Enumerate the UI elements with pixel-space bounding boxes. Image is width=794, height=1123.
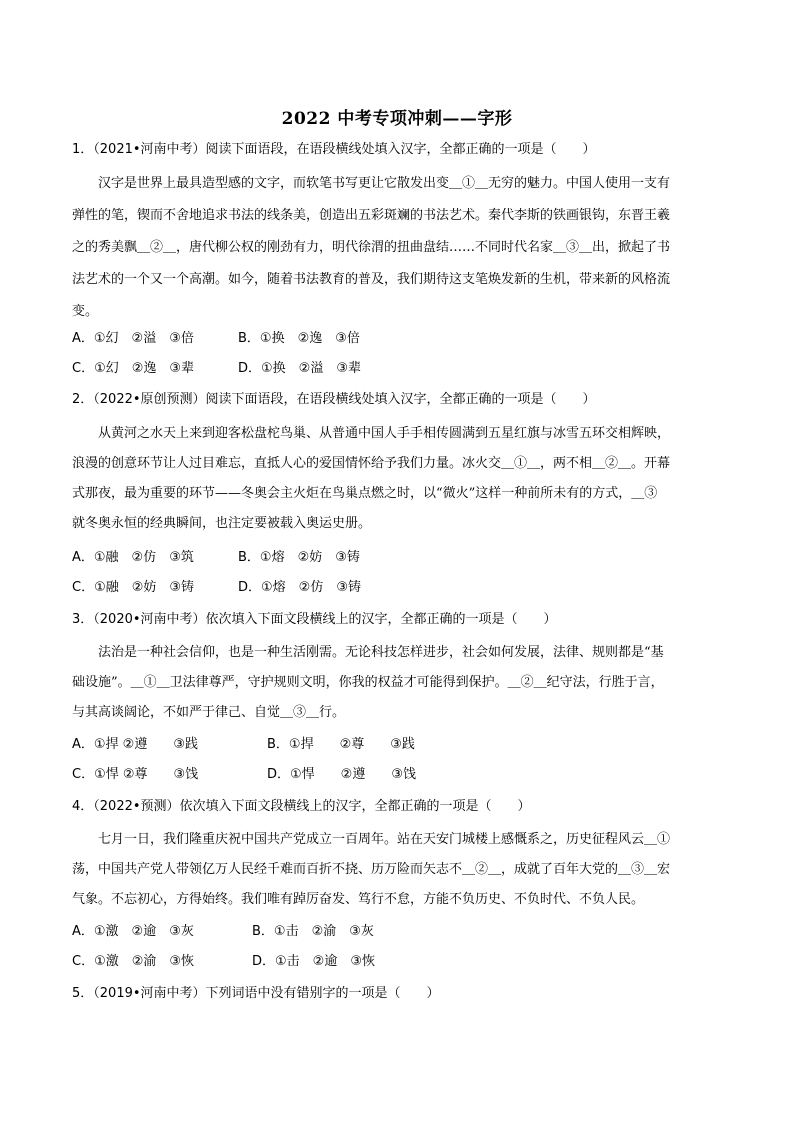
passage-line: 弹性的笔，锲而不舍地追求书法的线条美，创造出五彩斑斓的书法艺术。秦代李斯的铁画银钩，东晋王羲 xyxy=(72,208,671,223)
option-c[interactable]: C．①幻 ②逸 ③辈 xyxy=(72,361,195,376)
option-a[interactable]: A．①幻 ②溢 ③倍 xyxy=(72,331,194,346)
option-a[interactable]: A．①激 ②逾 ③灰 xyxy=(72,924,194,939)
option-c[interactable]: C．①悍 ②尊 ③饯 xyxy=(72,767,199,782)
passage-line: 式那夜，最为重要的环节——冬奥会主火炬在鸟巢点燃之时，以“微火”这样一种前所未有的方式，＿③ xyxy=(72,486,658,501)
passage-line: 法治是一种社会信仰，也是一种生活刚需。无论科技怎样进步，社会如何发展，法律、规则都是“基 xyxy=(72,645,664,660)
question-1-options-row-1 xyxy=(72,329,732,349)
passage-line: 浪漫的创意环节让人过目难忘，直抵人心的爱国情怀给予我们力量。冰火交＿①＿，两不相＿②＿。开幕 xyxy=(72,456,671,471)
passage-line: 汉字是世界上最具造型感的文字，而软笔书写更让它散发出变＿①＿无穷的魅力。中国人使用一支有 xyxy=(72,176,671,191)
option-d[interactable]: D．①换 ②溢 ③辈 xyxy=(238,361,361,376)
option-c[interactable]: C．①融 ②妨 ③铸 xyxy=(72,580,195,595)
question-5-stem: 5．（2019•河南中考）下列词语中没有错别字的一项是（ ） xyxy=(72,986,440,1001)
passage-line: 七月一日，我们隆重庆祝中国共产党成立一百周年。站在天安门城楼上感慨系之，历史征程风云＿① xyxy=(72,832,671,847)
passage-line: 变。 xyxy=(72,304,99,319)
option-d[interactable]: D．①击 ②逾 ③恢 xyxy=(252,954,375,969)
option-c[interactable]: C．①激 ②渝 ③恢 xyxy=(72,954,195,969)
question-4-options-row-2 xyxy=(72,952,732,972)
question-4-stem: 4．（2022•预测）依次填入下面文段横线上的汉字，全都正确的一项是（ ） xyxy=(72,799,531,814)
option-b[interactable]: B．①熔 ②妨 ③铸 xyxy=(238,550,360,565)
option-b[interactable]: B．①换 ②逸 ③倍 xyxy=(238,331,360,346)
question-3-options-row-2 xyxy=(72,765,732,785)
passage-line: 荡，中国共产党人带领亿万人民经千难而百折不挠、历万险而矢志不＿②＿，成就了百年大党的＿③＿宏 xyxy=(72,862,671,877)
option-d[interactable]: D．①熔 ②仿 ③铸 xyxy=(238,580,361,595)
passage-line: 之的秀美飘＿②＿，唐代柳公权的刚劲有力，明代徐渭的扭曲盘结……不同时代名家＿③＿出，掀起了书 xyxy=(72,240,671,255)
option-d[interactable]: D．①悍 ②遵 ③饯 xyxy=(267,767,416,782)
question-2-options-row-1 xyxy=(72,548,732,568)
passage-line: 从黄河之水天上来到迎客松盘柁鸟巢、从普通中国人手手相传圆满到五星红旗与冰雪五环交相辉映， xyxy=(72,426,671,441)
question-2-options-row-2 xyxy=(72,578,732,598)
question-1-stem: 1．（2021•河南中考）阅读下面语段，在语段横线处填入汉字，全都正确的一项是（ ） xyxy=(72,142,596,157)
passage-line: 气象。不忘初心，方得始终。我们唯有踔厉奋发、笃行不怠，方能不负历史、不负时代、不负人民。 xyxy=(72,892,645,907)
passage-line: 与其高谈阔论，不如严于律己、自觉＿③＿行。 xyxy=(72,705,346,720)
page-title: 2022 中考专项冲刺——字形 xyxy=(281,109,513,129)
passage-line: 础设施”。＿①＿卫法律尊严，守护规则文明，你我的权益才可能得到保护。＿②＿纪守法，行胜于言， xyxy=(72,675,664,690)
question-2-stem: 2．（2022•原创预测）阅读下面语段，在语段横线处填入汉字，全都正确的一项是（ ） xyxy=(72,392,596,407)
question-3-stem: 3．（2020•河南中考）依次填入下面文段横线上的汉字，全都正确的一项是（ ） xyxy=(72,612,557,627)
option-a[interactable]: A．①捍 ②遵 ③践 xyxy=(72,737,198,752)
option-b[interactable]: B．①击 ②渝 ③灰 xyxy=(252,924,374,939)
option-b[interactable]: B．①捍 ②尊 ③践 xyxy=(267,737,415,752)
question-3-options-row-1 xyxy=(72,735,732,755)
question-4-options-row-1 xyxy=(72,922,732,942)
passage-line: 法艺术的一个又一个高潮。如今，随着书法教育的普及，我们期待这支笔焕发新的生机，带来新的风格流 xyxy=(72,272,671,287)
question-1-options-row-2 xyxy=(72,359,732,379)
passage-line: 就冬奥永恒的经典瞬间，也注定要被载入奥运史册。 xyxy=(72,516,372,531)
option-a[interactable]: A．①融 ②仿 ③筑 xyxy=(72,550,194,565)
